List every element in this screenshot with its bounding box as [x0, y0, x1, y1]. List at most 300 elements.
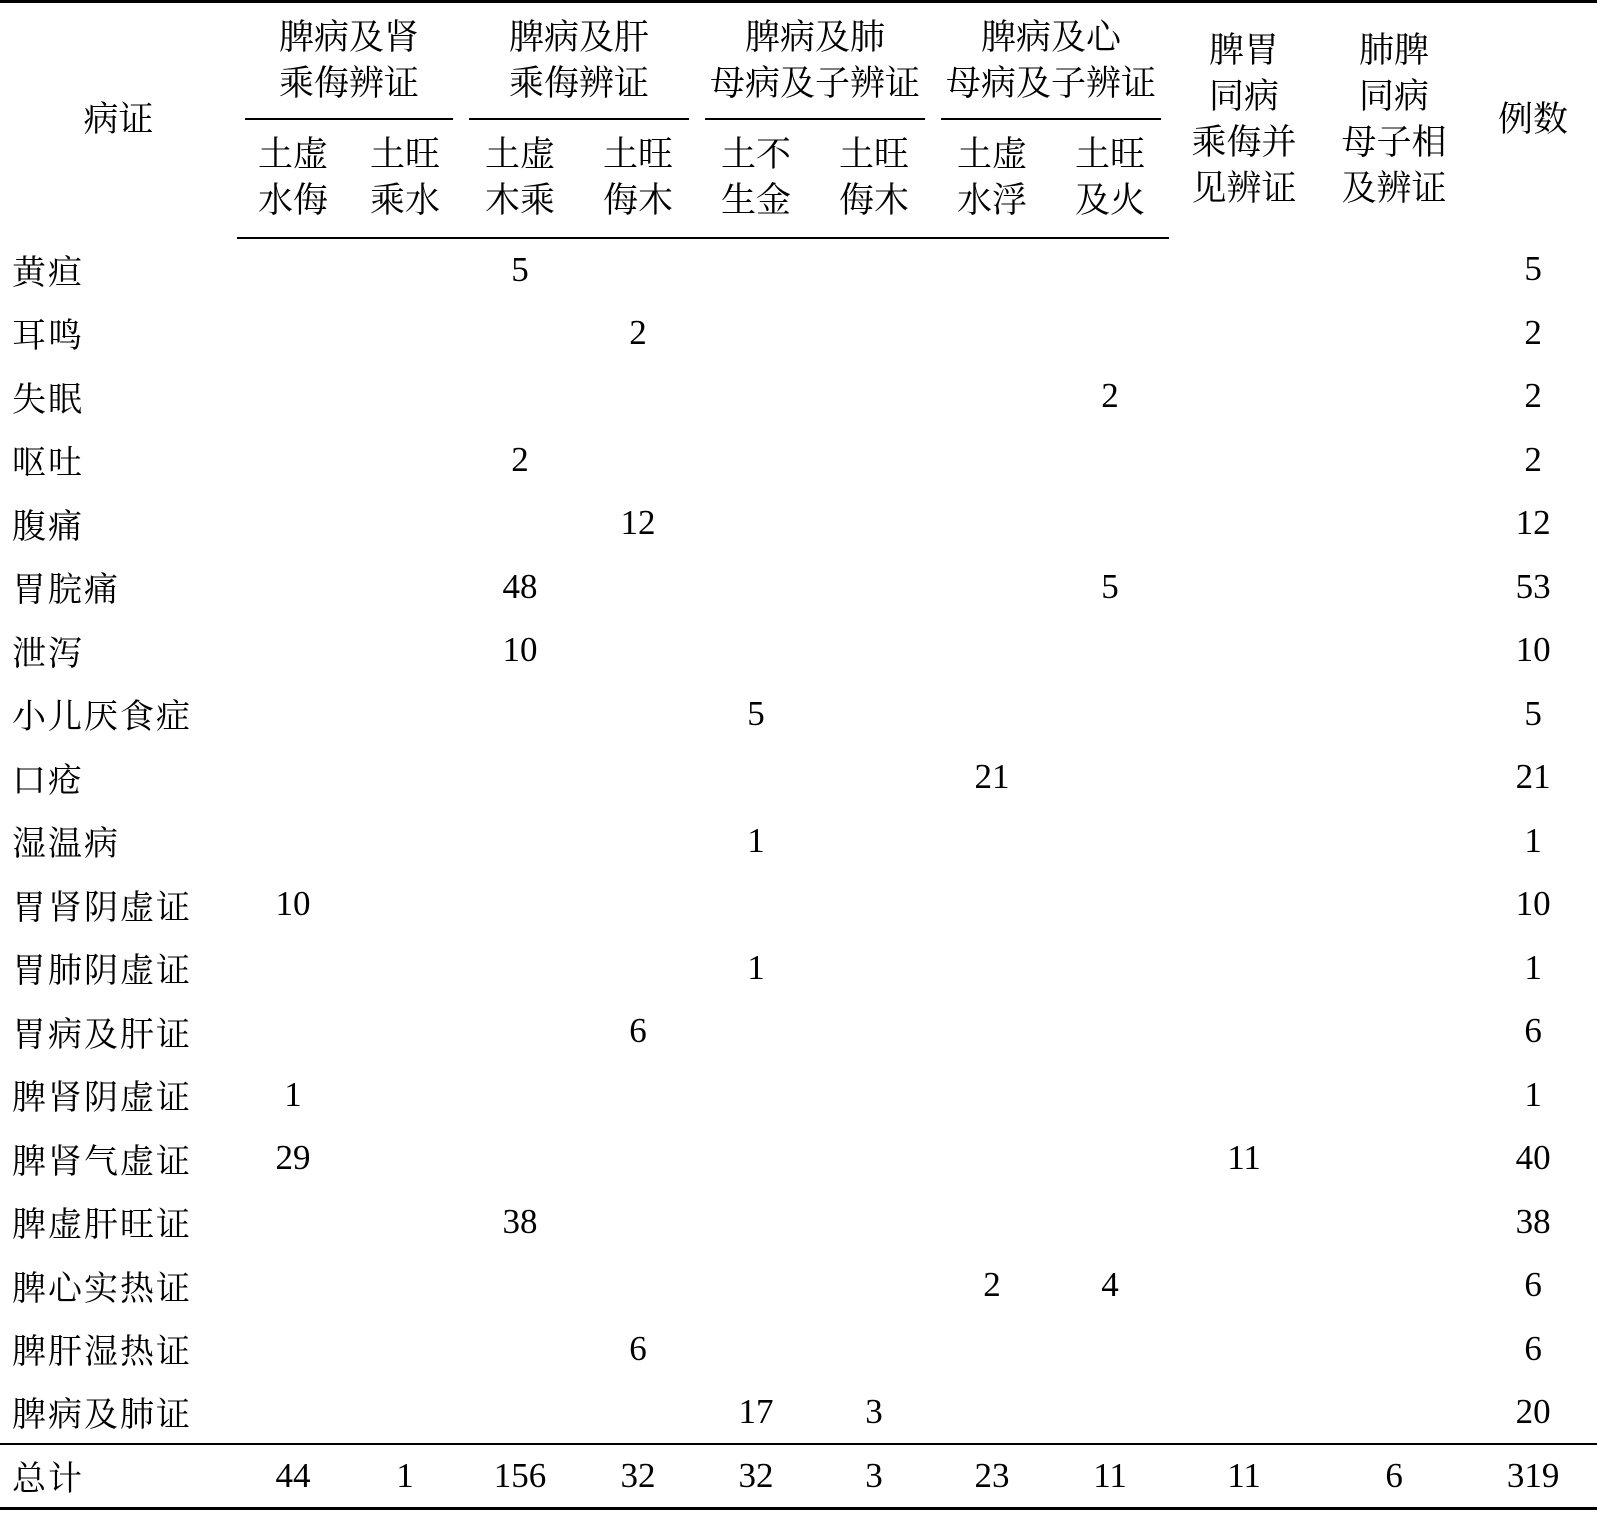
- count-cell: [697, 1127, 815, 1191]
- count-cell: 1: [747, 820, 765, 860]
- count-cell: [697, 1190, 815, 1254]
- count-cell: [1169, 936, 1319, 1000]
- count-cell: [697, 746, 815, 810]
- count-cell: [349, 1254, 461, 1318]
- table-row: [0, 1063, 1597, 1127]
- count-cell: [349, 1000, 461, 1064]
- sub-header-line: 土虚: [485, 135, 556, 175]
- header-line: 同病: [1209, 77, 1280, 118]
- count-cell: [1051, 1000, 1169, 1064]
- count-cell: 48: [502, 566, 538, 606]
- count-cell: [349, 682, 461, 746]
- count-cell: [933, 555, 1051, 619]
- count-cell: [1319, 682, 1469, 746]
- count-cell: [349, 301, 461, 365]
- count-cell: [461, 682, 579, 746]
- sub-header-line: 土旺: [370, 135, 441, 175]
- row-total-cell: 5: [1524, 249, 1542, 289]
- count-cell: [1051, 492, 1169, 556]
- sub-header: [1051, 120, 1169, 238]
- count-cell: [579, 1381, 697, 1445]
- count-cell: [461, 1381, 579, 1445]
- count-cell: [461, 1254, 579, 1318]
- count-cell: [933, 1317, 1051, 1381]
- count-cell: [349, 1063, 461, 1127]
- table-row: [0, 238, 1597, 302]
- total-row: [0, 1444, 1597, 1508]
- count-cell: 32: [579, 1444, 697, 1508]
- group-label-line1: 脾病及肺: [745, 18, 886, 59]
- count-cell: [237, 301, 349, 365]
- count-cell: [237, 682, 349, 746]
- group-header-spleen-lung: [697, 2, 933, 120]
- row-total-cell: 21: [1515, 757, 1551, 797]
- sub-header-line: 侮木: [603, 181, 674, 221]
- count-cell: [349, 809, 461, 873]
- count-cell: [1051, 619, 1169, 683]
- table-row: [0, 492, 1597, 556]
- count-cell: [815, 365, 933, 429]
- row-name: 脾肝湿热证: [12, 1332, 192, 1373]
- row-name: 腹痛: [12, 506, 84, 547]
- row-name: 总计: [0, 1444, 237, 1508]
- header-line: 肺脾: [1359, 31, 1430, 72]
- count-cell: [1169, 809, 1319, 873]
- count-cell: [237, 1317, 349, 1381]
- row-header: 病证: [83, 100, 154, 141]
- count-cell: 11: [1051, 1444, 1169, 1508]
- row-total-cell: 10: [1515, 884, 1551, 924]
- sub-header-line: 土旺: [839, 135, 910, 175]
- count-cell: [579, 682, 697, 746]
- count-cell: [1169, 238, 1319, 302]
- count-cell: [461, 809, 579, 873]
- count-cell: [1169, 619, 1319, 683]
- count-cell: [815, 1317, 933, 1381]
- count-cell: [1051, 1190, 1169, 1254]
- group-label-line2: 母病及子辨证: [946, 64, 1157, 105]
- header-line: 见辨证: [1191, 169, 1297, 210]
- header-line: 脾胃: [1209, 31, 1280, 72]
- count-cell: [237, 1190, 349, 1254]
- row-name: 脾心实热证: [12, 1268, 192, 1309]
- count-cell: [461, 1317, 579, 1381]
- count-cell: 38: [502, 1201, 538, 1241]
- count-cell: [1169, 1000, 1319, 1064]
- count-cell: [1051, 746, 1169, 810]
- count-cell: 5: [511, 249, 529, 289]
- count-cell: 6: [629, 1011, 647, 1051]
- count-cell: [815, 936, 933, 1000]
- count-cell: [461, 301, 579, 365]
- count-cell: 2: [983, 1265, 1001, 1305]
- count-cell: [461, 1127, 579, 1191]
- count-cell: [697, 492, 815, 556]
- count-cell: [349, 1127, 461, 1191]
- count-cell: [933, 492, 1051, 556]
- count-cell: [461, 365, 579, 429]
- count-cell: [349, 936, 461, 1000]
- count-cell: [579, 936, 697, 1000]
- row-total-cell: 319: [1469, 1444, 1597, 1508]
- count-cell: [237, 619, 349, 683]
- count-cell: [933, 682, 1051, 746]
- row-name: 胃肾阴虚证: [12, 887, 192, 928]
- count-cell: [349, 1381, 461, 1445]
- count-cell: [815, 1190, 933, 1254]
- count-cell: [1319, 1254, 1469, 1318]
- count-cell: [815, 619, 933, 683]
- count-cell: [1319, 238, 1469, 302]
- count-cell: [1169, 1190, 1319, 1254]
- count-cell: [697, 619, 815, 683]
- count-cell: 156: [461, 1444, 579, 1508]
- count-cell: [1169, 365, 1319, 429]
- count-cell: [1169, 1254, 1319, 1318]
- count-cell: [1051, 428, 1169, 492]
- sub-header: [579, 120, 697, 238]
- table-row: [0, 1381, 1597, 1445]
- count-cell: [1051, 682, 1169, 746]
- count-cell: [815, 1127, 933, 1191]
- count-cell: 2: [511, 439, 529, 479]
- count-cell: [697, 1063, 815, 1127]
- sub-header-line: 生金: [721, 181, 792, 221]
- count-cell: [1051, 936, 1169, 1000]
- group-label-line1: 脾病及心: [981, 18, 1122, 59]
- row-total-cell: 12: [1515, 503, 1551, 543]
- count-cell: [1169, 428, 1319, 492]
- group-label-line2: 乘侮辨证: [509, 64, 650, 105]
- count-cell: [697, 365, 815, 429]
- count-cell: [815, 746, 933, 810]
- count-cell: [1319, 1063, 1469, 1127]
- sub-header-line: 侮木: [839, 181, 910, 221]
- sub-header-line: 木乘: [485, 181, 556, 221]
- table-row: [0, 301, 1597, 365]
- count-cell: [815, 238, 933, 302]
- row-total-cell: 20: [1515, 1391, 1551, 1431]
- sub-header: [933, 120, 1051, 238]
- count-cell: [815, 428, 933, 492]
- count-cell: [1169, 873, 1319, 937]
- count-cell: [237, 936, 349, 1000]
- group-underline: [941, 118, 1161, 120]
- table-body: [0, 238, 1597, 1509]
- table-row: [0, 1317, 1597, 1381]
- table-row: [0, 1254, 1597, 1318]
- count-cell: [1319, 1317, 1469, 1381]
- count-cell: [579, 809, 697, 873]
- count-cell: [579, 1190, 697, 1254]
- count-cell: [815, 492, 933, 556]
- sub-header-line: 及火: [1075, 181, 1146, 221]
- count-cell: [933, 301, 1051, 365]
- sub-header-line: 土虚: [957, 135, 1028, 175]
- table-row: [0, 682, 1597, 746]
- table-row: [0, 619, 1597, 683]
- sub-header: [461, 120, 579, 238]
- group-label-line1: 脾病及肾: [279, 18, 420, 59]
- count-cell: 12: [620, 503, 656, 543]
- row-name: 脾虚肝旺证: [12, 1205, 192, 1246]
- single-col-header-spleen-stomach: [1169, 2, 1319, 238]
- count-cell: [815, 555, 933, 619]
- sub-header-line: 水侮: [257, 181, 328, 221]
- count-cell: [697, 301, 815, 365]
- count-cell: [1169, 301, 1319, 365]
- count-cell: 3: [865, 1391, 883, 1431]
- row-total-cell: 38: [1515, 1201, 1551, 1241]
- count-cell: [1051, 809, 1169, 873]
- count-cell: [933, 428, 1051, 492]
- count-cell: 6: [1319, 1444, 1469, 1508]
- count-cell: [461, 492, 579, 556]
- count-cell: [933, 936, 1051, 1000]
- row-name: 泄泻: [12, 633, 84, 674]
- count-cell: [1169, 1063, 1319, 1127]
- group-header-spleen-liver: [461, 2, 697, 120]
- count-cell: [697, 238, 815, 302]
- count-cell: [933, 809, 1051, 873]
- table-row: [0, 936, 1597, 1000]
- table-row: [0, 1190, 1597, 1254]
- single-col-header-lung-spleen: [1319, 2, 1469, 238]
- row-name: 小儿厌食症: [12, 697, 192, 738]
- count-cell: [815, 873, 933, 937]
- count-cell: [933, 365, 1051, 429]
- count-cell: [237, 238, 349, 302]
- count-cell: [1051, 873, 1169, 937]
- count-cell: [1051, 1127, 1169, 1191]
- row-total-cell: 6: [1524, 1328, 1542, 1368]
- group-label-line1: 脾病及肝: [509, 18, 650, 59]
- count-cell: [1169, 555, 1319, 619]
- count-cell: [815, 1000, 933, 1064]
- count-cell: [579, 555, 697, 619]
- count-cell: [579, 619, 697, 683]
- row-name: 呕吐: [12, 443, 84, 484]
- table-row: [0, 809, 1597, 873]
- count-cell: 5: [747, 693, 765, 733]
- group-header-spleen-kidney: [237, 2, 461, 120]
- count-cell: [1319, 1381, 1469, 1445]
- table-row: [0, 365, 1597, 429]
- count-cell: [237, 555, 349, 619]
- row-name: 失眠: [12, 379, 84, 420]
- count-cell: [461, 936, 579, 1000]
- count-cell: [237, 365, 349, 429]
- row-name: 口疮: [12, 760, 84, 801]
- count-cell: [933, 1381, 1051, 1445]
- row-total-cell: 40: [1515, 1138, 1551, 1178]
- count-cell: [815, 682, 933, 746]
- header-line: 及辨证: [1341, 169, 1447, 210]
- count-cell: [349, 873, 461, 937]
- count-cell: [815, 1254, 933, 1318]
- row-total-cell: 2: [1524, 439, 1542, 479]
- count-cell: [349, 492, 461, 556]
- count-cell: [1319, 428, 1469, 492]
- group-underline: [245, 118, 453, 120]
- row-total-cell: 1: [1524, 1074, 1542, 1114]
- group-header-spleen-heart: [933, 2, 1169, 120]
- count-cell: [349, 746, 461, 810]
- row-name: 黄疸: [12, 252, 84, 293]
- total-header-cell: [1469, 2, 1597, 238]
- count-cell: [579, 238, 697, 302]
- count-cell: [237, 1381, 349, 1445]
- group-underline: [469, 118, 689, 120]
- row-total-cell: 5: [1524, 693, 1542, 733]
- count-cell: [1319, 936, 1469, 1000]
- count-cell: [697, 1000, 815, 1064]
- header-line: 乘侮并: [1191, 123, 1297, 164]
- row-name: 胃脘痛: [12, 570, 120, 611]
- count-cell: [1319, 746, 1469, 810]
- row-header-cell: [0, 2, 237, 238]
- table-row: [0, 555, 1597, 619]
- count-cell: [237, 428, 349, 492]
- count-cell: [1319, 1127, 1469, 1191]
- sub-header-line: 土旺: [1075, 135, 1146, 175]
- header-line: 同病: [1359, 77, 1430, 118]
- count-cell: [1051, 1317, 1169, 1381]
- row-name: 胃病及肝证: [12, 1014, 192, 1055]
- count-cell: [933, 1127, 1051, 1191]
- count-cell: [933, 873, 1051, 937]
- count-cell: [815, 301, 933, 365]
- row-total-cell: 2: [1524, 376, 1542, 416]
- count-cell: [1169, 1317, 1319, 1381]
- row-name: 湿温病: [12, 824, 120, 865]
- count-cell: [349, 365, 461, 429]
- sub-header-line: 乘水: [370, 181, 441, 221]
- count-cell: [697, 873, 815, 937]
- count-cell: [237, 809, 349, 873]
- count-cell: [1319, 619, 1469, 683]
- group-underline: [705, 118, 925, 120]
- count-cell: 32: [697, 1444, 815, 1508]
- count-cell: 4: [1101, 1265, 1119, 1305]
- count-cell: 1: [747, 947, 765, 987]
- sub-header-line: 土旺: [603, 135, 674, 175]
- count-cell: 10: [275, 884, 311, 924]
- sub-header: [815, 120, 933, 238]
- row-total-cell: 53: [1515, 566, 1551, 606]
- row-name: 脾肾阴虚证: [12, 1078, 192, 1119]
- count-cell: [697, 555, 815, 619]
- count-cell: [579, 1254, 697, 1318]
- sub-header: [697, 120, 815, 238]
- count-cell: [579, 1063, 697, 1127]
- sub-header-line: 土虚: [257, 135, 328, 175]
- sub-header: [237, 120, 349, 238]
- count-cell: [461, 1000, 579, 1064]
- count-cell: 6: [629, 1328, 647, 1368]
- count-cell: 29: [275, 1138, 311, 1178]
- table-row: [0, 873, 1597, 937]
- table-row: [0, 428, 1597, 492]
- count-cell: [1319, 365, 1469, 429]
- count-cell: 23: [933, 1444, 1051, 1508]
- row-total-cell: 1: [1524, 820, 1542, 860]
- count-cell: [349, 619, 461, 683]
- count-cell: [1051, 1063, 1169, 1127]
- count-cell: [461, 746, 579, 810]
- count-cell: [933, 1190, 1051, 1254]
- count-cell: [1169, 682, 1319, 746]
- count-cell: [579, 1127, 697, 1191]
- count-cell: [1319, 301, 1469, 365]
- count-cell: [1051, 238, 1169, 302]
- count-cell: [349, 1317, 461, 1381]
- row-name: 脾病及肺证: [12, 1395, 192, 1436]
- count-cell: [579, 365, 697, 429]
- count-cell: [933, 238, 1051, 302]
- count-cell: [237, 746, 349, 810]
- row-total-cell: 2: [1524, 312, 1542, 352]
- count-cell: [815, 809, 933, 873]
- count-cell: [1051, 301, 1169, 365]
- count-cell: [1319, 1190, 1469, 1254]
- row-total-cell: 1: [1524, 947, 1542, 987]
- count-cell: 17: [738, 1391, 774, 1431]
- count-cell: [349, 1190, 461, 1254]
- count-cell: [237, 1000, 349, 1064]
- total-header: 例数: [1498, 100, 1569, 141]
- count-cell: [1169, 746, 1319, 810]
- row-name: 耳鸣: [12, 316, 84, 357]
- count-cell: [1169, 492, 1319, 556]
- count-cell: [1319, 555, 1469, 619]
- count-cell: [237, 492, 349, 556]
- sub-header: [349, 120, 461, 238]
- count-cell: [697, 1254, 815, 1318]
- sub-header-line: 土不: [721, 135, 792, 175]
- count-cell: 10: [502, 630, 538, 670]
- count-cell: [579, 428, 697, 492]
- count-cell: [349, 238, 461, 302]
- count-cell: 11: [1227, 1138, 1261, 1178]
- row-name: 脾肾气虚证: [12, 1141, 192, 1182]
- table-row: [0, 1127, 1597, 1191]
- row-total-cell: 10: [1515, 630, 1551, 670]
- count-cell: 1: [284, 1074, 302, 1114]
- row-name: 胃肺阴虚证: [12, 951, 192, 992]
- group-label-line2: 乘侮辨证: [279, 64, 420, 105]
- count-cell: [697, 428, 815, 492]
- count-cell: 11: [1169, 1444, 1319, 1508]
- count-cell: [1319, 492, 1469, 556]
- header-line: 母子相: [1341, 123, 1447, 164]
- count-cell: [1169, 1381, 1319, 1445]
- table-row: [0, 1000, 1597, 1064]
- row-total-cell: 6: [1524, 1265, 1542, 1305]
- count-cell: [933, 619, 1051, 683]
- count-cell: [697, 1317, 815, 1381]
- sub-header-line: 水浮: [957, 181, 1028, 221]
- count-cell: [579, 873, 697, 937]
- count-cell: 2: [629, 312, 647, 352]
- count-cell: [579, 746, 697, 810]
- count-cell: 2: [1101, 376, 1119, 416]
- count-cell: [933, 1063, 1051, 1127]
- count-cell: 3: [815, 1444, 933, 1508]
- count-cell: [349, 555, 461, 619]
- row-total-cell: 6: [1524, 1011, 1542, 1051]
- count-cell: [933, 1000, 1051, 1064]
